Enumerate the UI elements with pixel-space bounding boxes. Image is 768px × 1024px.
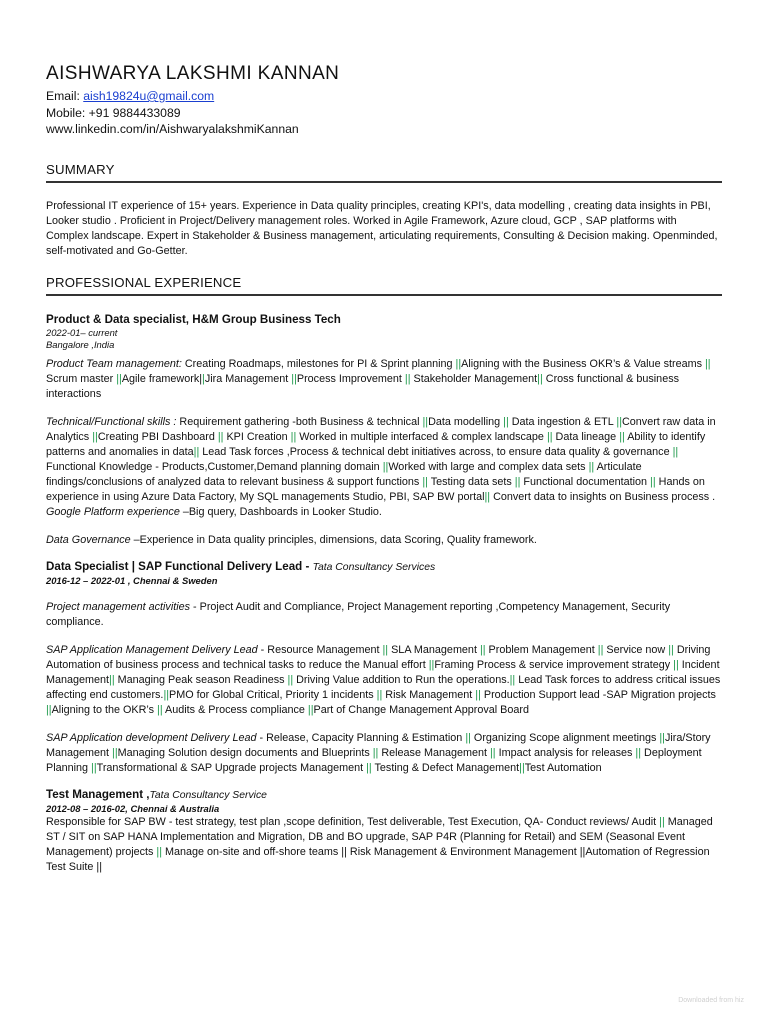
paragraph-text: Risk Management (382, 688, 476, 701)
paragraph-lead: Google Platform experience (46, 505, 183, 518)
job-entry (46, 312, 722, 548)
separator-mark: || (157, 703, 163, 716)
separator-mark: || (616, 415, 622, 428)
watermark-text: Downloaded from hiz (678, 997, 744, 1004)
paragraph-text: Agile framework| (121, 372, 203, 385)
paragraph-text: Convert data to insights on Business process . (490, 490, 716, 503)
separator-mark: || (672, 445, 679, 458)
separator-mark: || (650, 475, 656, 488)
separator-mark: || (91, 761, 97, 774)
separator-mark: || (659, 731, 665, 744)
separator-mark: || (382, 643, 389, 656)
separator-mark: || (112, 746, 118, 759)
separator-mark: || (704, 357, 711, 370)
separator-mark: || (484, 490, 491, 503)
paragraph-text: Driving Value addition to Run the operations. (293, 673, 510, 686)
paragraph-text: Managing Solution design documents and Blueprints (117, 746, 373, 759)
paragraph-text: SLA Management (388, 643, 480, 656)
separator-mark: || (156, 845, 163, 858)
separator-mark: || (366, 761, 372, 774)
separator-mark: || (163, 688, 170, 701)
separator-mark: || (422, 415, 429, 428)
paragraph-text: Aligning with the Business OKR’s & Value streams (461, 357, 705, 370)
paragraph-text: Manage on-site and off-shore teams || Risk Management & Environment Management ||Automation of Regression Test Suite || (46, 845, 710, 873)
separator-mark: || (519, 761, 525, 774)
separator-mark: || (109, 673, 115, 686)
paragraph-text: Incident Management (46, 658, 720, 686)
paragraph-text: Problem Management (485, 643, 598, 656)
experience-heading: PROFESSIONAL EXPERIENCE (46, 274, 242, 290)
separator-mark: || (465, 731, 471, 744)
separator-mark: || (537, 372, 543, 385)
separator-mark: || (479, 643, 486, 656)
paragraph-text: Release Management (378, 746, 490, 759)
paragraph-text: Data lineage (552, 430, 620, 443)
paragraph-text: Audits & Process compliance (162, 703, 308, 716)
paragraph-text: - Release, Capacity Planning & Estimation (256, 731, 466, 744)
paragraph-lead: Project management activities (46, 600, 191, 613)
job-dates: 2022-01– current (46, 326, 118, 338)
paragraph-text: PMO for Global Critical, Priority 1 incidents (169, 688, 377, 701)
paragraph-text: - Resource Management (257, 643, 383, 656)
job-organization: Tata Consultancy Service (149, 789, 267, 801)
paragraph-text: Managing Peak season Readiness (114, 673, 288, 686)
paragraph-text: Jira Management (204, 372, 292, 385)
paragraph-text: Aligning to the OKR’s (51, 703, 158, 716)
paragraph-text: –Experience in Data quality principles, dimensions, data Scoring, Quality framework. (133, 533, 537, 546)
summary-heading: SUMMARY (46, 161, 115, 177)
email-line (46, 88, 722, 105)
job-paragraph (46, 415, 722, 505)
paragraph-text: Part of Change Management Approval Board (313, 703, 529, 716)
separator-mark: || (290, 430, 297, 443)
paragraph-text: Hands on experience in using Azure Data Factory, My SQL managements Studio, PBI, SAP BW portal (46, 475, 705, 503)
paragraph-text: –Big query, Dashboards in Looker Studio. (182, 505, 382, 518)
job-paragraph (46, 357, 722, 402)
paragraph-text: KPI Creation (223, 430, 291, 443)
paragraph-text: Responsible for SAP BW - test strategy, test plan ,scope definition, Test deliverable, Test Execution, QA- Conduct reviews/ Audit (46, 815, 660, 828)
separator-mark: || (428, 658, 435, 671)
separator-mark: | (202, 372, 205, 385)
separator-mark: || (588, 460, 595, 473)
paragraph-text: Creating PBI Dashboard (97, 430, 218, 443)
mobile-line: Mobile: +91 9884433089 (46, 105, 181, 120)
job-paragraph (46, 731, 722, 776)
paragraph-text: - Project Audit and Compliance, Project Management reporting ,Competency Management, Security compliance. (46, 600, 671, 628)
paragraph-text: Cross functional & business interactions (46, 372, 679, 400)
job-location: Bangalore ,India (46, 338, 115, 350)
paragraph-text: Requirement gathering -both Business & technical (179, 415, 423, 428)
paragraph-text: Lead Task forces to address critical issues affecting end customers. (46, 673, 721, 701)
paragraph-text: Deployment Planning (46, 746, 702, 774)
email-link[interactable]: aish19824u@gmail.com (83, 89, 215, 103)
separator-mark: || (404, 372, 411, 385)
paragraph-text: Convert raw data in Analytics (46, 415, 716, 443)
separator-mark: || (619, 430, 625, 443)
paragraph-text: Lead Task forces ,Process & technical debt initiatives across, to ensure data quality & governance (199, 445, 673, 458)
separator-mark: || (287, 673, 294, 686)
separator-mark: || (503, 415, 509, 428)
separator-mark: || (597, 643, 604, 656)
paragraph-lead: Technical/Functional skills : (46, 415, 180, 428)
separator-mark: || (116, 372, 122, 385)
summary-divider (46, 181, 722, 183)
separator-mark: || (291, 372, 297, 385)
job-paragraph (46, 643, 722, 718)
separator-mark: || (509, 673, 516, 686)
job-organization: Tata Consultancy Services (312, 561, 436, 573)
separator-mark: || (217, 430, 224, 443)
paragraph-text: Test Automation (524, 761, 602, 774)
paragraph-text: Impact analysis for releases (495, 746, 636, 759)
resume-page (46, 62, 722, 875)
paragraph-text: Worked in multiple interfaced & complex landscape (296, 430, 547, 443)
separator-mark: || (92, 430, 98, 443)
paragraph-text: Creating Roadmaps, milestones for PI & Sprint planning (184, 357, 456, 370)
paragraph-text: Framing Process & service improvement strategy (434, 658, 674, 671)
paragraph-text: Data modelling (428, 415, 504, 428)
job-title: Product & Data specialist, H&M Group Business Tech (46, 312, 341, 326)
paragraph-lead: Data Governance (46, 533, 134, 546)
paragraph-text: Testing data sets (427, 475, 515, 488)
paragraph-text: Functional Knowledge - Products,Customer,Demand planning domain (46, 460, 383, 473)
linkedin-line: www.linkedin.com/in/AishwaryalakshmiKannan (46, 122, 299, 137)
separator-mark: || (455, 357, 462, 370)
job-title-text: Data Specialist | SAP Functional Delivery Lead - (46, 559, 313, 573)
separator-mark: || (489, 746, 496, 759)
separator-mark: || (475, 688, 481, 701)
job-paragraph (46, 533, 722, 548)
paragraph-text: Data ingestion & ETL (508, 415, 617, 428)
paragraph-text: Production Support lead -SAP Migration projects (480, 688, 716, 701)
separator-mark: || (382, 460, 389, 473)
paragraph-text: Worked with large and complex data sets (388, 460, 589, 473)
job-title (46, 787, 722, 803)
job-title (46, 559, 722, 575)
paragraph-text: Ability to identify patterns and anomalies in data (46, 430, 706, 458)
job-paragraph (46, 505, 722, 520)
candidate-name: AISHWARYA LAKSHMI KANNAN (46, 63, 340, 84)
paragraph-text: Scrum master (46, 372, 117, 385)
contact-block (46, 88, 722, 138)
separator-mark: || (546, 430, 553, 443)
email-label: Email: (46, 89, 84, 103)
paragraph-text: Stakeholder Management (410, 372, 538, 385)
job-dates: 2012-08 – 2016-02, Chennai & Australia (46, 802, 220, 814)
paragraph-text: Testing & Defect Management (371, 761, 520, 774)
job-title-text: Test Management , (46, 787, 150, 801)
job-entry (46, 559, 722, 776)
separator-mark: || (422, 475, 428, 488)
paragraph-lead: SAP Application Management Delivery Lead (46, 643, 258, 656)
paragraph-lead: SAP Application development Delivery Lead (46, 731, 257, 744)
paragraph-text: Process Improvement (296, 372, 405, 385)
job-dates: 2016-12 – 2022-01 , Chennai & Sweden (46, 574, 218, 586)
paragraph-text: Organizing Scope alignment meetings (470, 731, 660, 744)
paragraph-text: Jira/Story Management (46, 731, 711, 759)
paragraph-lead: Product Team management: (46, 357, 185, 370)
separator-mark: || (659, 815, 665, 828)
paragraph-text: Transformational & SAP Upgrade projects Management (96, 761, 367, 774)
paragraph-text: Articulate findings/conclusions of analyzed data to relevant business & support functions (46, 460, 642, 488)
separator-mark: || (376, 688, 383, 701)
separator-mark: || (514, 475, 521, 488)
job-paragraph (46, 815, 722, 875)
separator-mark: || (46, 703, 52, 716)
paragraph-text: Driving Automation of business process and technical tasks to reduce the Manual effort (46, 643, 711, 671)
job-entry (46, 787, 722, 875)
separator-mark: || (193, 445, 200, 458)
paragraph-text: Functional documentation (520, 475, 651, 488)
paragraph-text: Managed ST / SIT on SAP HANA Implementation and Migration, DB and BO upgrade, SAP P4R (Planning for Retail) and SEM (Seasonal Event Management) projects (46, 815, 713, 858)
summary-text: Professional IT experience of 15+ years. Experience in Data quality principles, creating KPI's, data modelling , creating data insights in PBI, Looker studio . Proficient in Project/Delivery management roles. Worked in Agile Framework, Azure cloud, GCP , SAP platforms with Complex landscape. Expert in Stakeholder & Business management, articulating requirements, Consulting & Decision making. Openminded, self-motivated and Go-Getter. (46, 199, 718, 257)
separator-mark: || (635, 746, 642, 759)
separator-mark: || (668, 643, 674, 656)
paragraph-text: Service now (603, 643, 669, 656)
separator-mark: || (372, 746, 379, 759)
job-paragraph (46, 600, 722, 630)
separator-mark: || (307, 703, 314, 716)
separator-mark: || (673, 658, 679, 671)
